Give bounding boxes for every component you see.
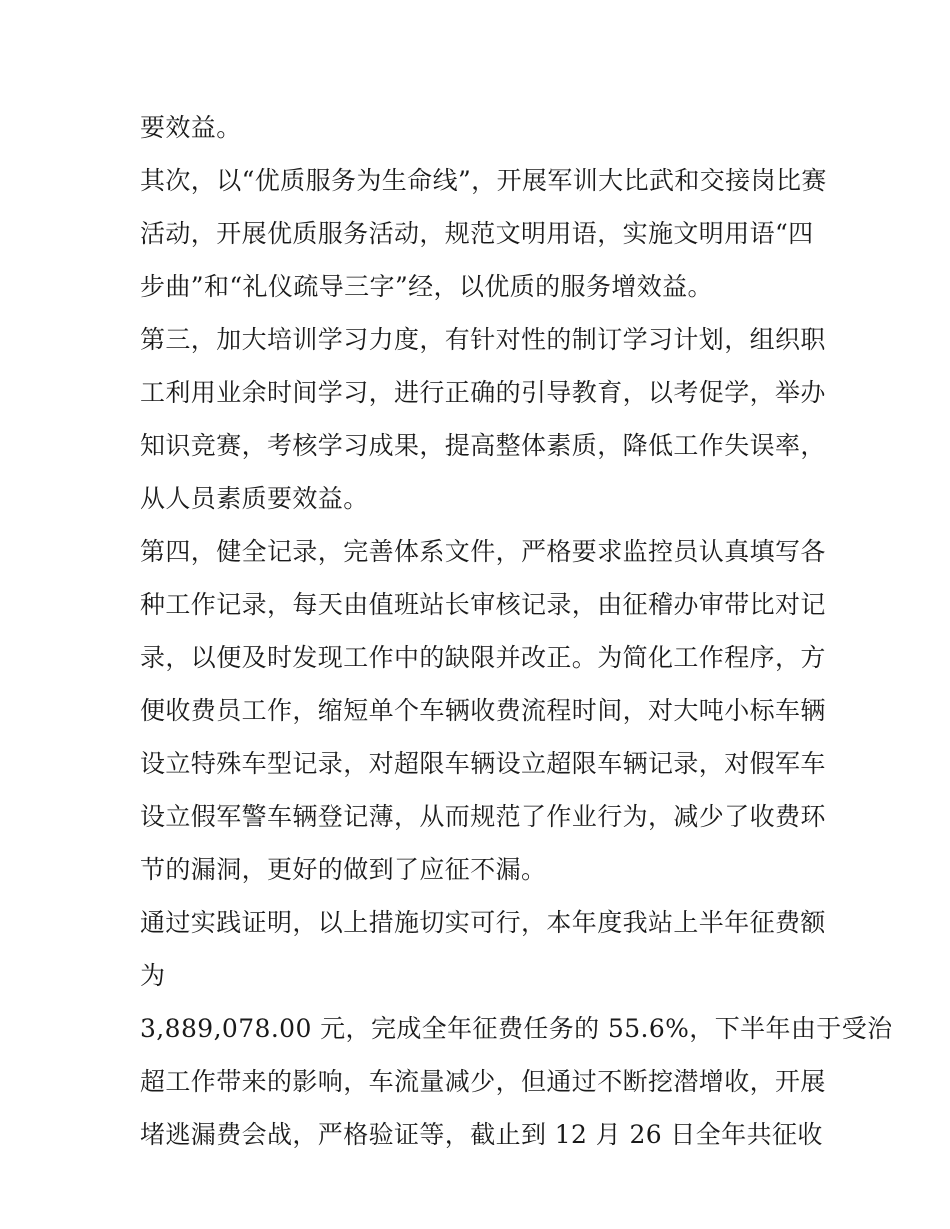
- text-line: 录，以便及时发现工作中的缺限并改正。为简化工作程序，方: [140, 643, 826, 672]
- text-line: 从人员素质要效益。: [140, 484, 369, 513]
- text-line: 种工作记录，每天由值班站长审核记录，由征稽办审带比对记: [140, 590, 826, 619]
- text-line: 要效益。: [140, 113, 242, 142]
- text-line: 第三，加大培训学习力度，有针对性的制订学习计划，组织职: [140, 325, 826, 354]
- text-line: 节的漏洞，更好的做到了应征不漏。: [140, 855, 547, 884]
- text-line: 设立假军警车辆登记薄，从而规范了作业行为，减少了收费环: [140, 802, 826, 831]
- text-line: 堵逃漏费会战，严格验证等，截止到 12 月 26 日全年共征收: [140, 1120, 823, 1149]
- text-line: 第四，健全记录，完善体系文件，严格要求监控员认真填写各: [140, 537, 826, 566]
- text-line: 知识竞赛，考核学习成果，提高整体素质，降低工作失误率，: [140, 431, 826, 460]
- text-line: 便收费员工作，缩短单个车辆收费流程时间，对大吨小标车辆: [140, 696, 826, 725]
- text-line: 其次，以“优质服务为生命线”，开展军训大比武和交接岗比赛: [140, 166, 827, 195]
- text-line: 为: [140, 961, 166, 990]
- text-line: 设立特殊车型记录，对超限车辆设立超限车辆记录，对假军车: [140, 749, 826, 778]
- text-line: 3,889,078.00 元，完成全年征费任务的 55.6%，下半年由于受治: [140, 1014, 893, 1043]
- text-line: 步曲”和“礼仪疏导三字”经，以优质的服务增效益。: [140, 272, 713, 301]
- text-line: 活动，开展优质服务活动，规范文明用语，实施文明用语“四: [140, 219, 814, 248]
- text-line: 超工作带来的影响，车流量减少，但通过不断挖潜增收，开展: [140, 1067, 826, 1096]
- text-line: 工利用业余时间学习，进行正确的引导教育，以考促学，举办: [140, 378, 826, 407]
- text-line: 通过实践证明，以上措施切实可行，本年度我站上半年征费额: [140, 908, 826, 937]
